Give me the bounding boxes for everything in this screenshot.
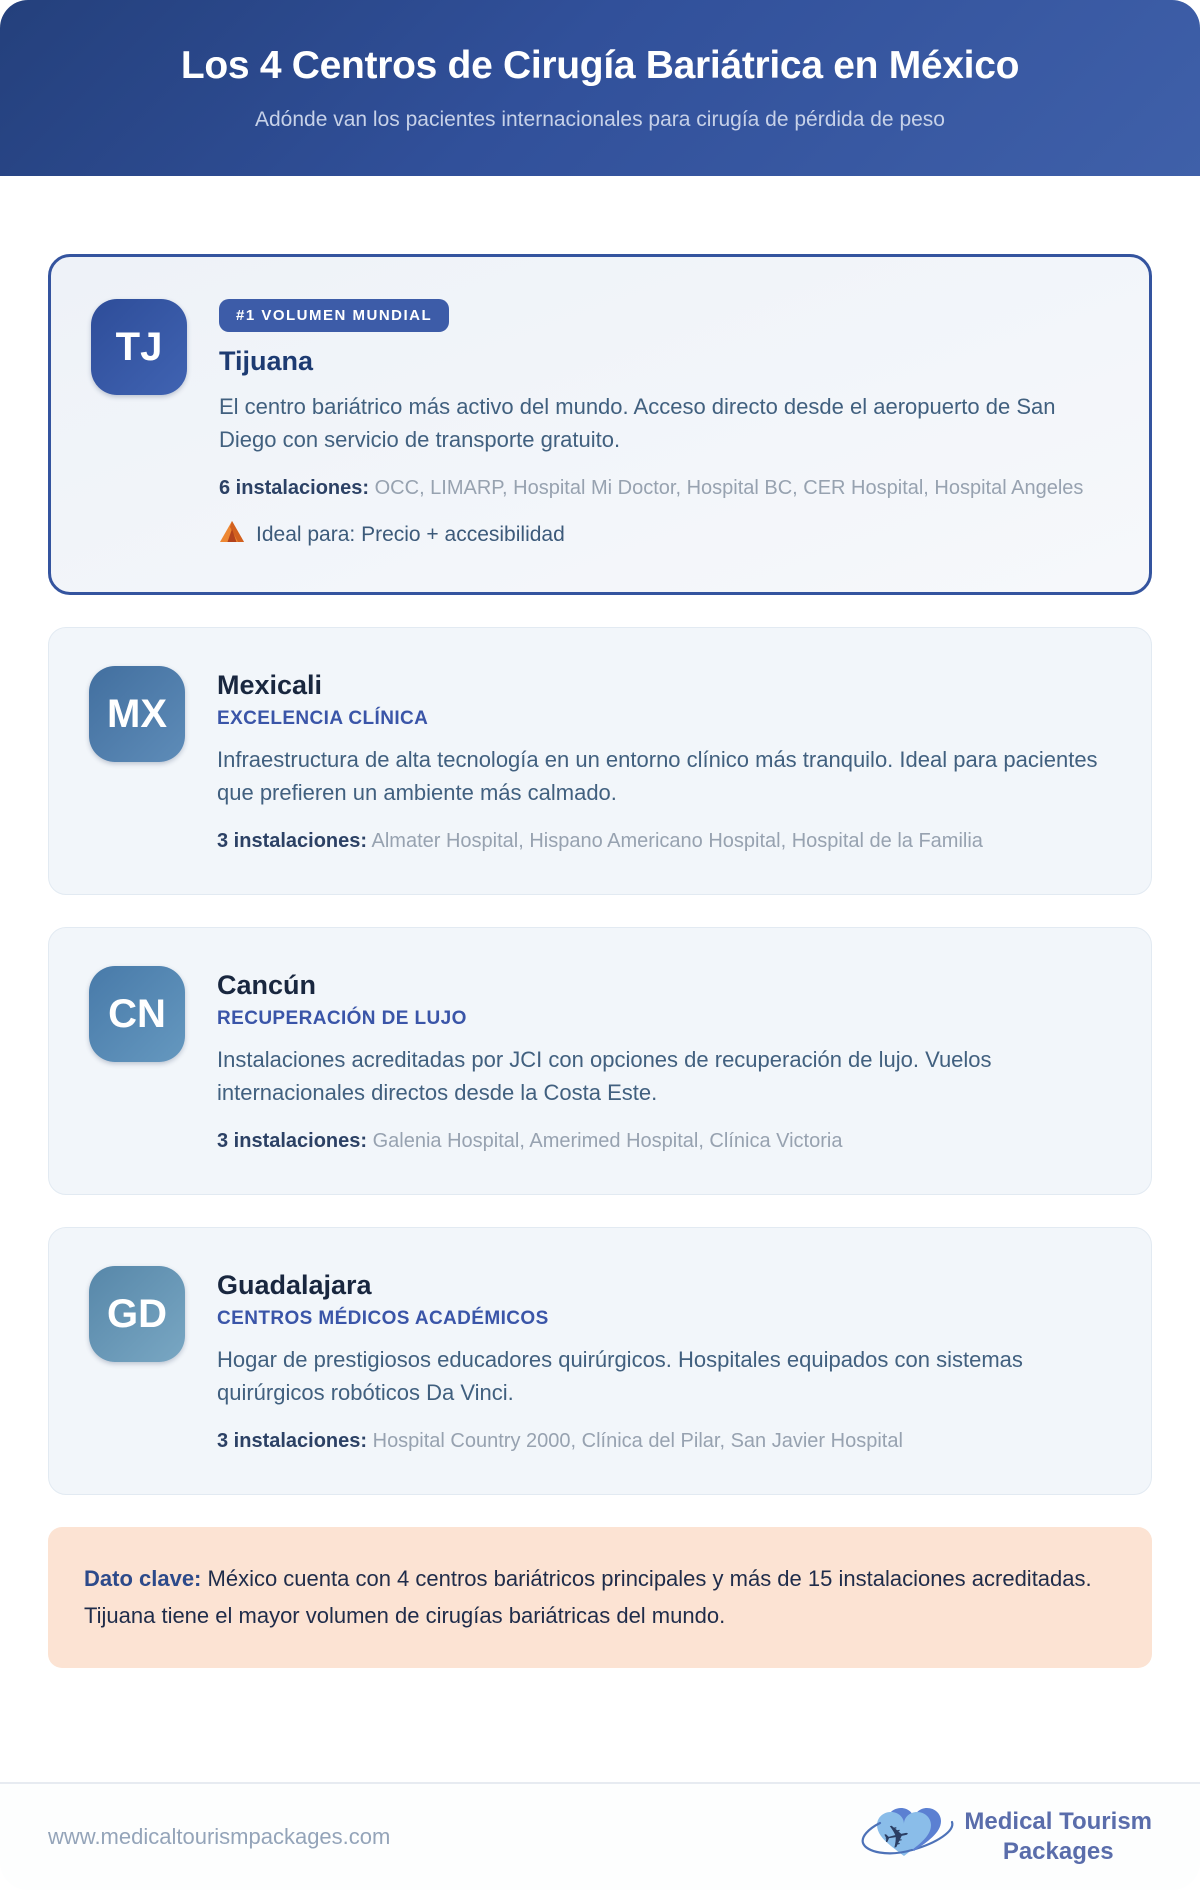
facilities-label: 6 instalaciones: bbox=[219, 477, 370, 499]
card-body bbox=[217, 666, 1111, 856]
city-tagline: EXCELENCIA CLÍNICA bbox=[217, 708, 429, 729]
facilities-line bbox=[219, 473, 1109, 503]
city-name: Tijuana bbox=[219, 346, 314, 376]
city-description: El centro bariátrico más activo del mundo. Acceso directo desde el aeropuerto de San Diego con servicio de transporte gratuito. bbox=[219, 394, 1056, 452]
brand-line-2: Packages bbox=[1002, 1838, 1114, 1865]
facilities-label: 3 instalaciones: bbox=[217, 1430, 368, 1452]
page-title: Los 4 Centros de Cirugía Bariátrica en México bbox=[180, 44, 1020, 87]
facilities-label: 3 instalaciones: bbox=[217, 1130, 368, 1152]
svg-text:✈: ✈ bbox=[879, 1814, 915, 1858]
facilities-line bbox=[217, 1426, 1111, 1456]
key-fact-box bbox=[48, 1527, 1152, 1668]
city-badge-mx: MX bbox=[89, 666, 185, 762]
facilities-label: 3 instalaciones: bbox=[217, 830, 368, 852]
website-url: www.medicaltourismpackages.com bbox=[48, 1824, 391, 1849]
card-body bbox=[219, 299, 1109, 550]
header-banner bbox=[0, 0, 1200, 176]
city-card-cancun bbox=[48, 927, 1152, 1195]
city-badge-gd: GD bbox=[89, 1266, 185, 1362]
city-description: Instalaciones acreditadas por JCI con opciones de recuperación de lujo. Vuelos internacionales directos desde la Costa Este. bbox=[217, 1047, 992, 1105]
card-body bbox=[217, 1266, 1111, 1456]
card-body bbox=[217, 966, 1111, 1156]
facilities-line bbox=[217, 1126, 1111, 1156]
brand-name bbox=[964, 1807, 1152, 1867]
brand-line-1: Medical Tourism bbox=[964, 1808, 1152, 1835]
city-description: Hogar de prestigiosos educadores quirúrgicos. Hospitales equipados con sistemas quirúrgicos robóticos Da Vinci. bbox=[217, 1347, 1023, 1405]
key-fact-text: México cuenta con 4 centros bariátricos principales y más de 15 instalaciones acreditadas. Tijuana tiene el mayor volumen de cirugías bariátricas del mundo. bbox=[84, 1566, 1092, 1629]
city-name: Mexicali bbox=[217, 670, 323, 700]
footer bbox=[0, 1782, 1200, 1890]
ideal-for-line bbox=[219, 520, 1109, 550]
city-badge-tj: TJ bbox=[91, 299, 187, 395]
tent-icon bbox=[219, 520, 245, 550]
content-area bbox=[0, 176, 1200, 1782]
rank-badge: #1 VOLUMEN MUNDIAL bbox=[219, 299, 449, 332]
facilities-list: OCC, LIMARP, Hospital Mi Doctor, Hospital BC, CER Hospital, Hospital Angeles bbox=[369, 477, 1084, 499]
brand-lockup bbox=[860, 1794, 1152, 1881]
city-description: Infraestructura de alta tecnología en un entorno clínico más tranquilo. Ideal para pacientes que prefieren un ambiente más calmado. bbox=[217, 747, 1098, 805]
facilities-list: Galenia Hospital, Amerimed Hospital, Clínica Victoria bbox=[367, 1130, 843, 1152]
city-card-guadalajara bbox=[48, 1227, 1152, 1495]
key-fact-label: Dato clave: bbox=[84, 1566, 202, 1591]
heart-plane-logo-icon bbox=[860, 1794, 956, 1881]
facilities-line bbox=[217, 826, 1111, 856]
facilities-list: Almater Hospital, Hispano Americano Hospital, Hospital de la Familia bbox=[367, 830, 983, 852]
city-tagline: CENTROS MÉDICOS ACADÉMICOS bbox=[217, 1308, 549, 1329]
city-name: Cancún bbox=[217, 970, 317, 1000]
city-card-tijuana bbox=[48, 254, 1152, 595]
city-tagline: RECUPERACIÓN DE LUJO bbox=[217, 1008, 467, 1029]
page-subtitle: Adónde van los pacientes internacionales para cirugía de pérdida de peso bbox=[255, 108, 945, 131]
ideal-for-text: Ideal para: Precio + accesibilidad bbox=[256, 523, 565, 546]
city-card-mexicali bbox=[48, 627, 1152, 895]
city-badge-cn: CN bbox=[89, 966, 185, 1062]
facilities-list: Hospital Country 2000, Clínica del Pilar, San Javier Hospital bbox=[367, 1430, 903, 1452]
city-name: Guadalajara bbox=[217, 1270, 372, 1300]
